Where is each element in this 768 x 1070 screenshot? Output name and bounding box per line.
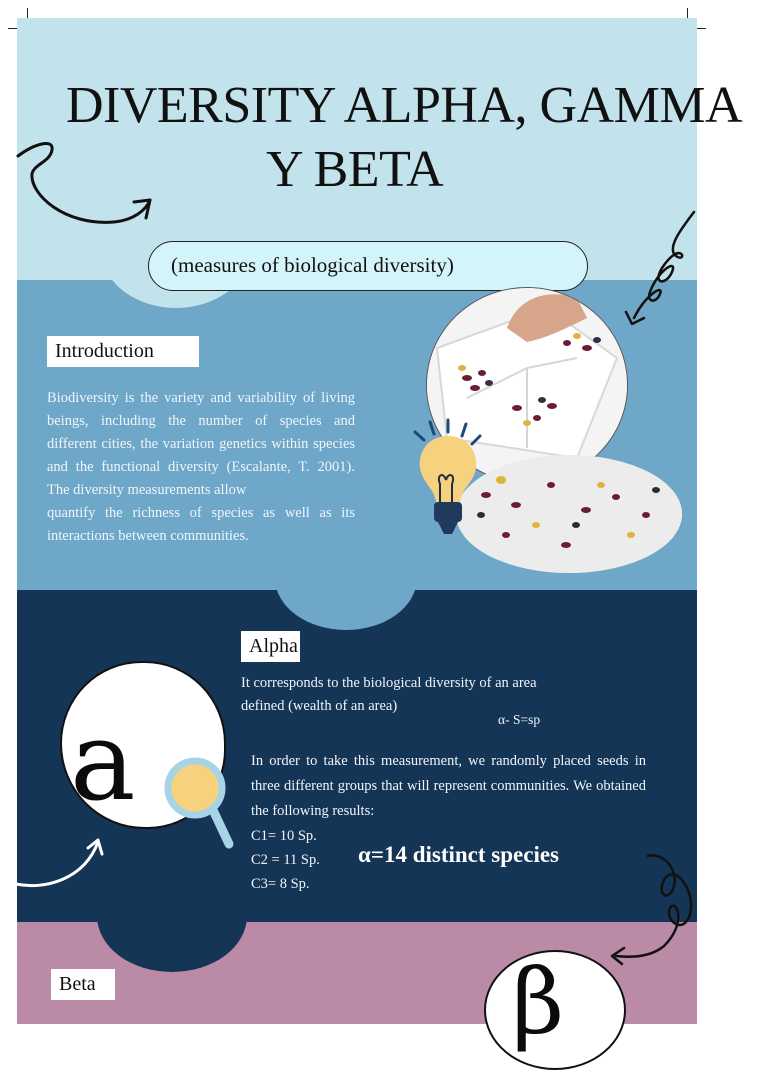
alpha-description-line: defined (wealth of an area): [241, 698, 398, 714]
beta-badge-letter: β: [512, 950, 565, 1055]
magnifier-icon: [163, 754, 235, 852]
result-community-1: C1= 10 Sp.: [251, 828, 317, 844]
introduction-heading: Introduction: [47, 336, 199, 367]
introduction-paragraph: Biodiversity is the variety and variability of living beings, including the number of species and different cities, the variation genetics within species and the functional diversity (Escalante, T. 2001). The diversity measurements allow: [47, 390, 355, 498]
alpha-formula: α- S=sp: [498, 712, 541, 727]
alpha-results: [251, 824, 320, 896]
curved-arrow-icon: [14, 834, 106, 892]
alpha-heading: Alpha: [241, 631, 300, 662]
squiggle-arrow-icon: [604, 850, 698, 966]
alpha-badge-letter: a: [70, 697, 136, 825]
spring-arrow-icon: [622, 208, 702, 328]
result-community-3: C3= 8 Sp.: [251, 876, 310, 892]
introduction-text: [47, 387, 355, 548]
alpha-total: α=14 distinct species: [358, 842, 559, 867]
subtitle-pill: (measures of biological diversity): [148, 241, 588, 291]
seed-photo-rows: [456, 455, 682, 573]
alpha-method: [251, 749, 646, 824]
beta-heading: Beta: [51, 969, 115, 1000]
alpha-description-line: It corresponds to the biological diversity of an area: [241, 675, 537, 691]
poster-title: [66, 74, 766, 202]
title-line-2: Y BETA: [266, 141, 444, 198]
decor-blob: [97, 860, 247, 972]
title-line-1: DIVERSITY ALPHA, GAMMA: [66, 77, 743, 134]
alpha-method-text: In order to take this measurement, we randomly placed seeds in three different groups that will represent communities. We obtained the following results:: [251, 753, 646, 819]
result-community-2: C2 = 11 Sp.: [251, 852, 320, 868]
introduction-paragraph: quantify the richness of species as well as its interactions between communities.: [47, 505, 355, 544]
lightbulb-icon: [412, 418, 482, 540]
